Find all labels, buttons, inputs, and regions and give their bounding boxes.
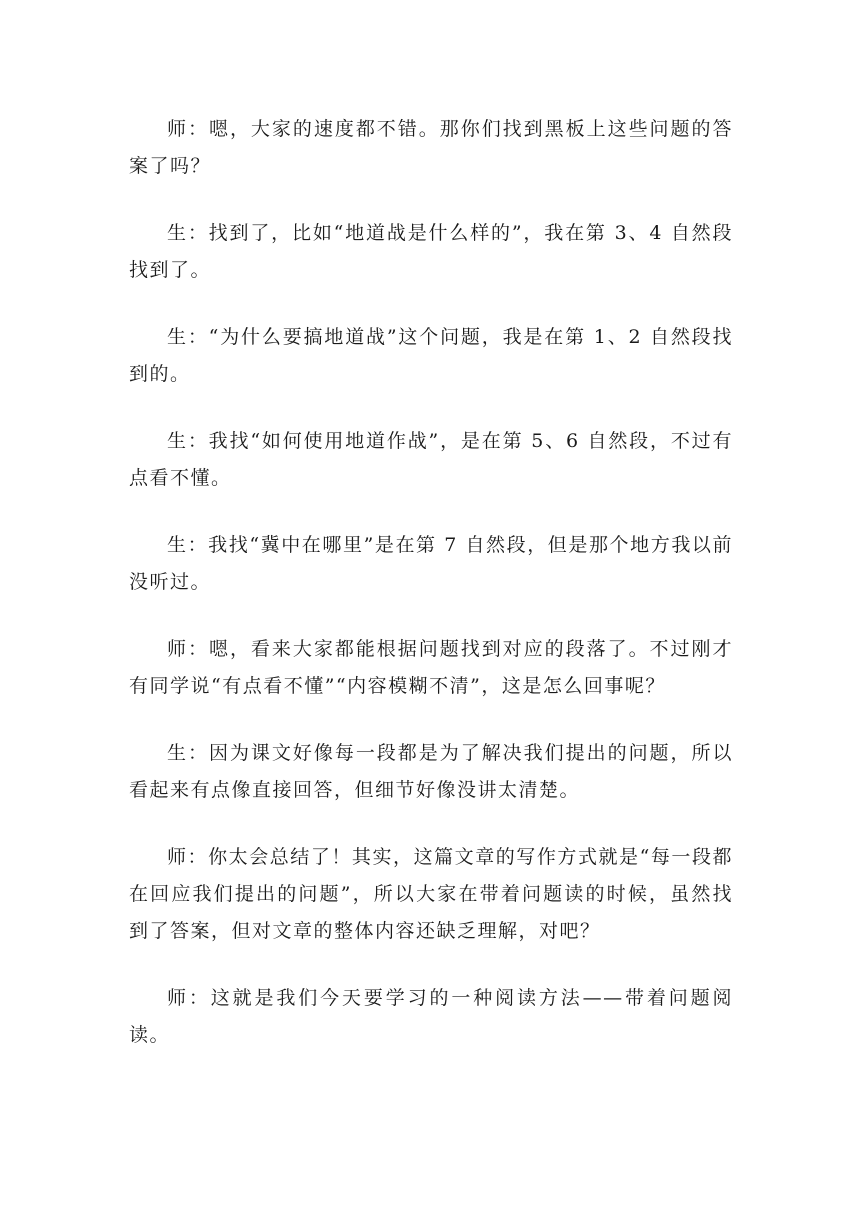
dialogue-line-student: 生：找到了，比如“地道战是什么样的”，我在第 3、4 自然段找到了。 xyxy=(129,222,733,281)
dialogue-line-teacher: 师：嗯，看来大家都能根据问题找到对应的段落了。不过刚才有同学说“有点看不懂”“内容模糊不清”，这是怎么回事呢？ xyxy=(129,638,733,697)
dialogue-line-teacher: 师：嗯，大家的速度都不错。那你们找到黑板上这些问题的答案了吗？ xyxy=(129,118,733,177)
dialogue-line-student: 生：我找“冀中在哪里”是在第 7 自然段，但是那个地方我以前没听过。 xyxy=(129,534,733,593)
dialogue-line-teacher: 师：这就是我们今天要学习的一种阅读方法——带着问题阅读。 xyxy=(129,987,733,1046)
dialogue-line-student: 生：我找“如何使用地道作战”，是在第 5、6 自然段，不过有点看不懂。 xyxy=(129,430,733,489)
dialogue-body xyxy=(129,111,733,1084)
dialogue-line-student: 生：“为什么要搞地道战”这个问题，我是在第 1、2 自然段找到的。 xyxy=(129,326,733,385)
dialogue-line-student: 生：因为课文好像每一段都是为了解决我们提出的问题，所以看起来有点像直接回答，但细节好像没讲太清楚。 xyxy=(129,742,733,801)
dialogue-line-teacher: 师：你太会总结了！其实，这篇文章的写作方式就是“每一段都在回应我们提出的问题”，所以大家在带着问题读的时候，虽然找到了答案，但对文章的整体内容还缺乏理解，对吧？ xyxy=(129,846,733,942)
